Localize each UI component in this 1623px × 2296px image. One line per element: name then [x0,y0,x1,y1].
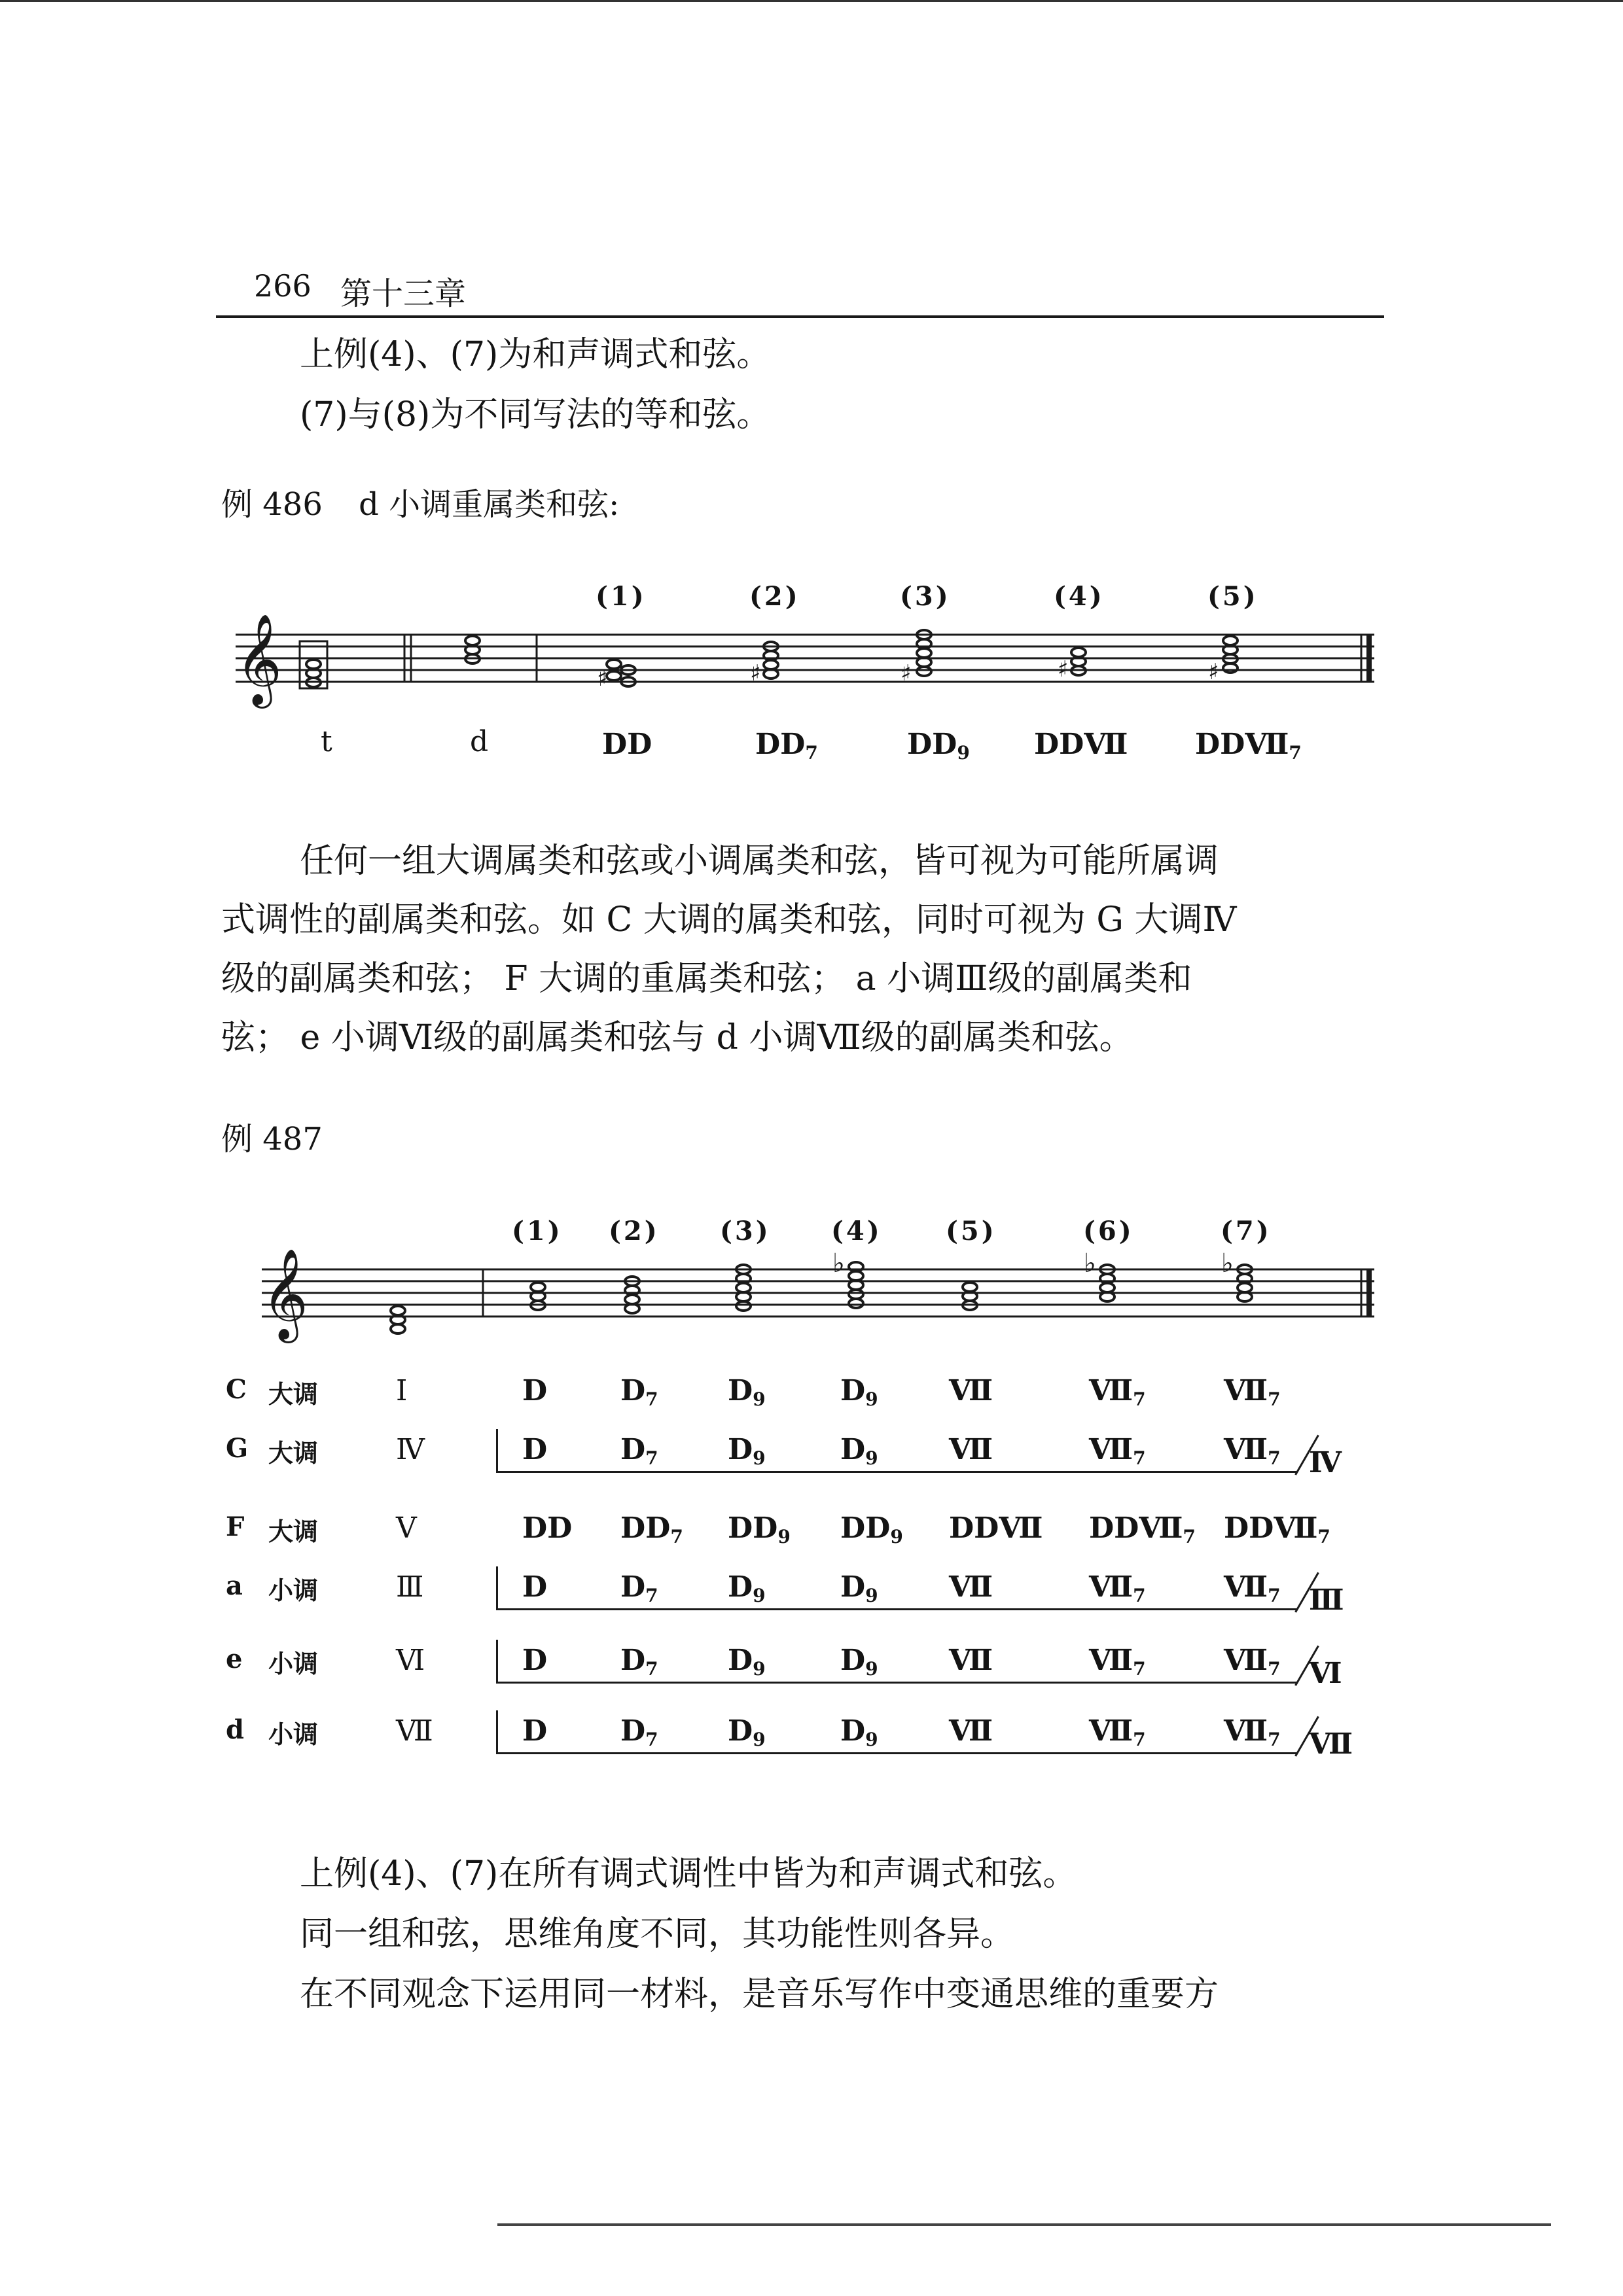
cell-subscript: 9 [890,1526,903,1547]
row-key-name: 小调 [268,1576,319,1605]
cell-symbol: Ⅶ [1224,1644,1268,1677]
cell-symbol: Ⅶ [1224,1714,1268,1748]
row-key-letter: G [226,1433,249,1464]
cell-subscript: 9 [865,1447,878,1469]
cell-symbol: D [620,1644,646,1677]
cell-subscript: 7 [670,1526,683,1547]
cell-symbol: D [522,1644,548,1677]
cell-subscript: 7 [1133,1658,1146,1680]
row-bracket [496,1710,1296,1754]
cell-subscript: 7 [1133,1585,1146,1606]
row-cell [620,1374,658,1410]
outro-line-3: 在不同观念下运用同一材料，是音乐写作中变通思维的重要方 [300,1975,1219,2014]
sharp-icon: ♯ [750,660,761,686]
cell-subscript: 9 [865,1658,878,1680]
row-cell [1224,1374,1281,1410]
cell-symbol: Ⅶ [1089,1644,1133,1677]
ex486-chord-label-3: $DD_9$ [907,728,970,764]
row-cell [949,1511,1043,1547]
cell-symbol: DDⅦ [1089,1511,1183,1545]
cell-subscript: 9 [777,1526,791,1547]
cell-subscript: 7 [1268,1585,1281,1606]
example-486-title: d 小调重属类和弦: [359,486,620,523]
cell-symbol: Ⅶ [949,1644,993,1677]
cell-symbol: Ⅶ [1089,1374,1133,1407]
cell-subscript: 7 [645,1658,658,1680]
row-degree: Ⅰ [396,1374,408,1407]
row-cell [620,1511,683,1547]
row-bracket [496,1640,1296,1684]
cell-symbol: DD [728,1511,778,1545]
cell-subscript: 7 [1133,1729,1146,1750]
cell-symbol: D [728,1374,753,1407]
cell-symbol: DD [522,1511,573,1545]
cell-symbol: D [728,1644,753,1677]
row-key-letter: F [226,1511,245,1542]
ex487-number-3: (3) [720,1216,771,1246]
cell-symbol: D [522,1374,548,1407]
row-cell [522,1511,572,1547]
paragraph-line-2: 式调性的副属类和弦。如 C 大调的属类和弦，同时可视为 G 大调Ⅳ [221,900,1237,940]
row-cell [1089,1374,1146,1410]
cell-symbol: Ⅶ [949,1374,993,1407]
ex487-number-2: (2) [609,1216,660,1246]
ex487-number-1: (1) [512,1216,563,1246]
cell-symbol: D [728,1433,753,1466]
cell-symbol: D [728,1570,753,1604]
cell-symbol: D [840,1644,866,1677]
ex486-chord-label-4: DDⅦ [1034,728,1128,761]
row-suffix: Ⅲ [1309,1583,1344,1617]
example-486-heading [221,479,619,524]
cell-symbol: D [620,1374,646,1407]
row-cell [840,1511,903,1547]
row-key-name: 大调 [268,1517,319,1546]
cell-subscript: 7 [645,1729,658,1750]
flat-icon: ♭ [832,1248,845,1279]
scan-top-edge [0,0,1623,2]
ex486-number-2: (2) [749,581,800,612]
intro-line-1: 上例(4)、(7)为和声调式和弦。 [300,335,771,374]
paragraph-line-1: 任何一组大调属类和弦或小调属类和弦，皆可视为可能所属调 [300,841,1219,881]
cell-symbol: D [522,1714,548,1748]
cell-subscript: 9 [753,1447,766,1469]
cell-symbol: D [522,1570,548,1604]
cell-symbol: D [728,1714,753,1748]
cell-symbol: D [522,1433,548,1466]
ex486-number-1: (1) [596,581,647,612]
sharp-icon: ♯ [1058,656,1069,682]
cell-symbol: DDⅦ [1224,1511,1318,1545]
ex486-label-t: t [321,725,332,758]
cell-subscript: 7 [1133,1388,1146,1410]
cell-subscript: 9 [753,1658,766,1680]
cell-symbol: Ⅶ [1224,1374,1268,1407]
scan-bottom-line [497,2223,1551,2226]
ex486-number-4: (4) [1054,581,1105,612]
ex487-number-5: (5) [946,1216,997,1246]
row-cell [1089,1511,1196,1547]
ex487-staff [223,1243,1387,1348]
row-key-letter: e [226,1644,243,1674]
cell-subscript: 7 [1317,1526,1330,1547]
row-bracket [496,1429,1296,1473]
cell-symbol: Ⅶ [1089,1433,1133,1466]
cell-symbol: DD [620,1511,671,1545]
paragraph-line-4: 弦； e 小调Ⅵ级的副属类和弦与 d 小调Ⅶ级的副属类和弦。 [221,1018,1133,1057]
row-cell [522,1374,547,1410]
flat-icon: ♭ [1084,1248,1096,1279]
cell-subscript: 7 [1268,1447,1281,1469]
cell-subscript: 9 [865,1585,878,1606]
ex487-number-7: (7) [1221,1216,1272,1246]
cell-subscript: 9 [753,1585,766,1606]
ex486-chord-label-5: $DDⅦ_7$ [1195,728,1302,764]
sharp-icon: ♯ [1208,659,1219,685]
sharp-icon: ♯ [597,665,608,692]
cell-symbol: D [840,1714,866,1748]
cell-symbol: Ⅶ [1089,1714,1133,1748]
cell-symbol: D [840,1433,866,1466]
cell-subscript: 9 [865,1388,878,1410]
row-degree: Ⅲ [396,1570,424,1604]
cell-subscript: 7 [645,1585,658,1606]
cell-subscript: 7 [1268,1388,1281,1410]
cell-subscript: 7 [1183,1526,1196,1547]
cell-symbol: Ⅶ [949,1570,993,1604]
sharp-icon: ♯ [901,660,912,686]
ex487-number-6: (6) [1083,1216,1134,1246]
row-cell [840,1374,878,1410]
cell-subscript: 7 [645,1388,658,1410]
row-suffix: Ⅶ [1309,1727,1353,1761]
treble-clef-icon: 𝄞 [262,1248,308,1339]
cell-subscript: 7 [1268,1729,1281,1750]
cell-symbol: D [620,1570,646,1604]
row-key-letter: d [226,1714,244,1745]
cell-subscript: 9 [865,1729,878,1750]
row-cell [728,1374,766,1410]
cell-symbol: DDⅦ [949,1511,1043,1545]
cell-symbol: D [620,1714,646,1748]
row-suffix: Ⅳ [1309,1446,1342,1479]
cell-symbol: Ⅶ [1224,1570,1268,1604]
cell-symbol: Ⅶ [949,1433,993,1466]
cell-subscript: 9 [753,1388,766,1410]
outro-line-1: 上例(4)、(7)在所有调式调性中皆为和声调式和弦。 [300,1854,1077,1894]
cell-symbol: DD [840,1511,891,1545]
ex486-chord-label-2: $DD_7$ [755,728,818,764]
cell-symbol: Ⅶ [1224,1433,1268,1466]
ex486-number-3: (3) [900,581,951,612]
cell-symbol: Ⅶ [1089,1570,1133,1604]
row-degree: Ⅳ [396,1433,425,1466]
row-key-name: 小调 [268,1720,319,1749]
flat-icon: ♭ [1221,1248,1234,1279]
row-key-name: 小调 [268,1649,319,1678]
header-rule [216,315,1384,318]
row-cell [1224,1511,1330,1547]
intro-line-2: (7)与(8)为不同写法的等和弦。 [300,395,771,434]
row-key-name: 大调 [268,1379,319,1409]
example-486-label: 例 486 [221,486,323,523]
ex486-number-5: (5) [1207,581,1258,612]
chapter-title: 第十三章 [340,275,467,312]
row-cell [949,1374,993,1410]
cell-symbol: Ⅶ [949,1714,993,1748]
row-key-letter: a [226,1570,243,1601]
ex486-chord-label-1: DD [602,728,652,761]
paragraph-line-3: 级的副属类和弦； F 大调的重属类和弦； a 小调Ⅲ级的副属类和 [221,959,1192,998]
row-degree: Ⅶ [396,1714,433,1748]
cell-symbol: D [620,1433,646,1466]
cell-subscript: 7 [645,1447,658,1469]
row-degree: Ⅴ [396,1511,417,1545]
row-degree: Ⅵ [396,1644,425,1677]
ex487-number-4: (4) [831,1216,882,1246]
cell-subscript: 9 [753,1729,766,1750]
page-number: 266 [254,268,312,304]
ex486-label-d: d [470,725,489,758]
ex486-staff [223,609,1387,713]
row-cell [728,1511,791,1547]
example-487-label: 例 487 [221,1121,323,1157]
row-key-name: 大调 [268,1438,319,1468]
treble-clef-icon: 𝄞 [236,614,282,705]
row-suffix: Ⅵ [1309,1657,1342,1690]
outro-line-2: 同一组和弦，思维角度不同，其功能性则各异。 [300,1915,1015,1954]
row-bracket [496,1566,1296,1610]
cell-subscript: 7 [1268,1658,1281,1680]
cell-symbol: D [840,1570,866,1604]
row-key-letter: C [226,1374,247,1405]
cell-symbol: D [840,1374,866,1407]
cell-subscript: 7 [1133,1447,1146,1469]
